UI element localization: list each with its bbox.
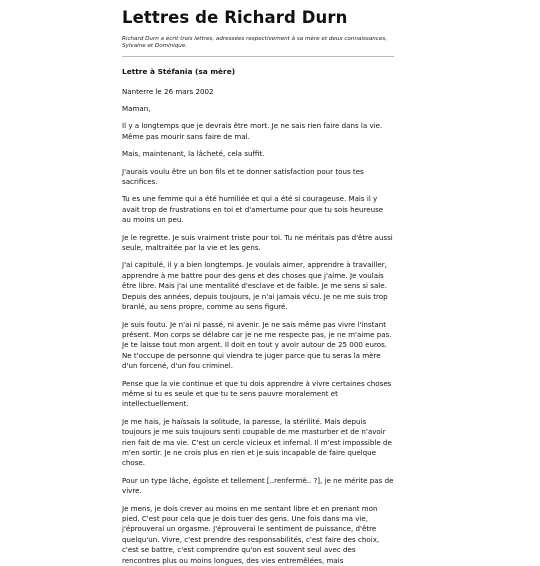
letter-paragraph: Mais, maintenant, la lâcheté, cela suffit. — [122, 149, 265, 159]
letter-paragraph: Je le regrette. Je suis vraiment triste pour toi. Tu ne méritais pas d'être aussi seule, maltraitée par la vie et les gens. — [122, 232, 393, 253]
letter-paragraph: Je mens, je dois crever au moins en me sentant libre et en prenant mon pied. C'est pour cela que je dois tuer des gens. Une fois dans ma vie, j'éprouverai un orgasme. J'éprouverai le sentiment de puissance, d'être quelqu'un. Vivre, c'est prendre des responsabilités, c'est faire des choix, c'est se battre, c'est comprendre qu'on est souvent seul avec des rencontres plus ou moins longues, des vies entremêlées, mais — [122, 503, 380, 565]
intro-text: Richard Durn a écrit trois lettres, adressées respectivement à sa mère et deux connaissances, Sylvaine et Dominique. — [122, 36, 388, 50]
letter-paragraph: Tu es une femme qui a été humiliée et qui a été si courageuse. Mais il y avait trop de frustrations en toi et d'amertume pour que tu sois heureuse au moins un peu. — [122, 194, 384, 225]
letter-paragraph: Il y a longtemps que je devrais être mort. Je ne sais rien faire dans la vie. Même pas mourir sans faire de mal. — [122, 121, 383, 141]
letter-paragraph: Je suis foutu. Je n'ai ni passé, ni avenir. Je ne sais même pas vivre l'instant présent. Mon corps se délabre car je ne me respecte pas, je ne m'aime pas. Je te laisse tout mon argent. Il doit en tout y avoir autour de 25 000 euros. Ne t'occupe de personne qui viendra te juger parce que tu seras la mère d'un forcené, d'un fou criminel. — [122, 319, 392, 371]
page-title: Lettres de Richard Durn — [122, 8, 348, 27]
letter-paragraph: Pense que la vie continue et que tu dois apprendre à vivre certaines choses même si tu es seule et que tu te sens pauvre moralement et intellectuellement. — [122, 378, 392, 409]
salutation: Maman, — [122, 104, 151, 113]
letter-paragraph: J'ai capitulé, il y a bien longtemps. Je voulais aimer, apprendre à travailler, apprendre à me battre pour des gens et des choses que j'aime. Je voulais être libre. Mais j'ai une mentalité d'esclave et de faible. Je me sens si sale. Depuis des années, depuis toujours, je n'ai jamais vécu. Je ne me suis trop branlé, au sens propre, comme au sens figuré. — [122, 260, 388, 312]
letter-paragraph: Pour un type lâche, égoïste et tellement [..renfermé.. ?], je ne mérite pas de vivre. — [122, 475, 394, 496]
letter-heading: Lettre à Stéfania (sa mère) — [122, 66, 236, 76]
divider — [122, 56, 394, 57]
date-line: Nanterre le 26 mars 2002 — [122, 86, 214, 96]
letter-paragraph: J'aurais voulu être un bon fils et te donner satisfaction pour tous tes sacrifices. — [122, 166, 364, 187]
letter-paragraph: Je me hais, je haïssais la solitude, la paresse, la stérilité. Mais depuis toujours je me suis toujours senti coupable de me masturber et de n'avoir rien fait de ma vie. C'est un cercle vicieux et infernal. Il m'est impossible de m'en sortir. Je ne crois plus en rien et je suis incapable de faire quelque chose. — [122, 416, 392, 468]
